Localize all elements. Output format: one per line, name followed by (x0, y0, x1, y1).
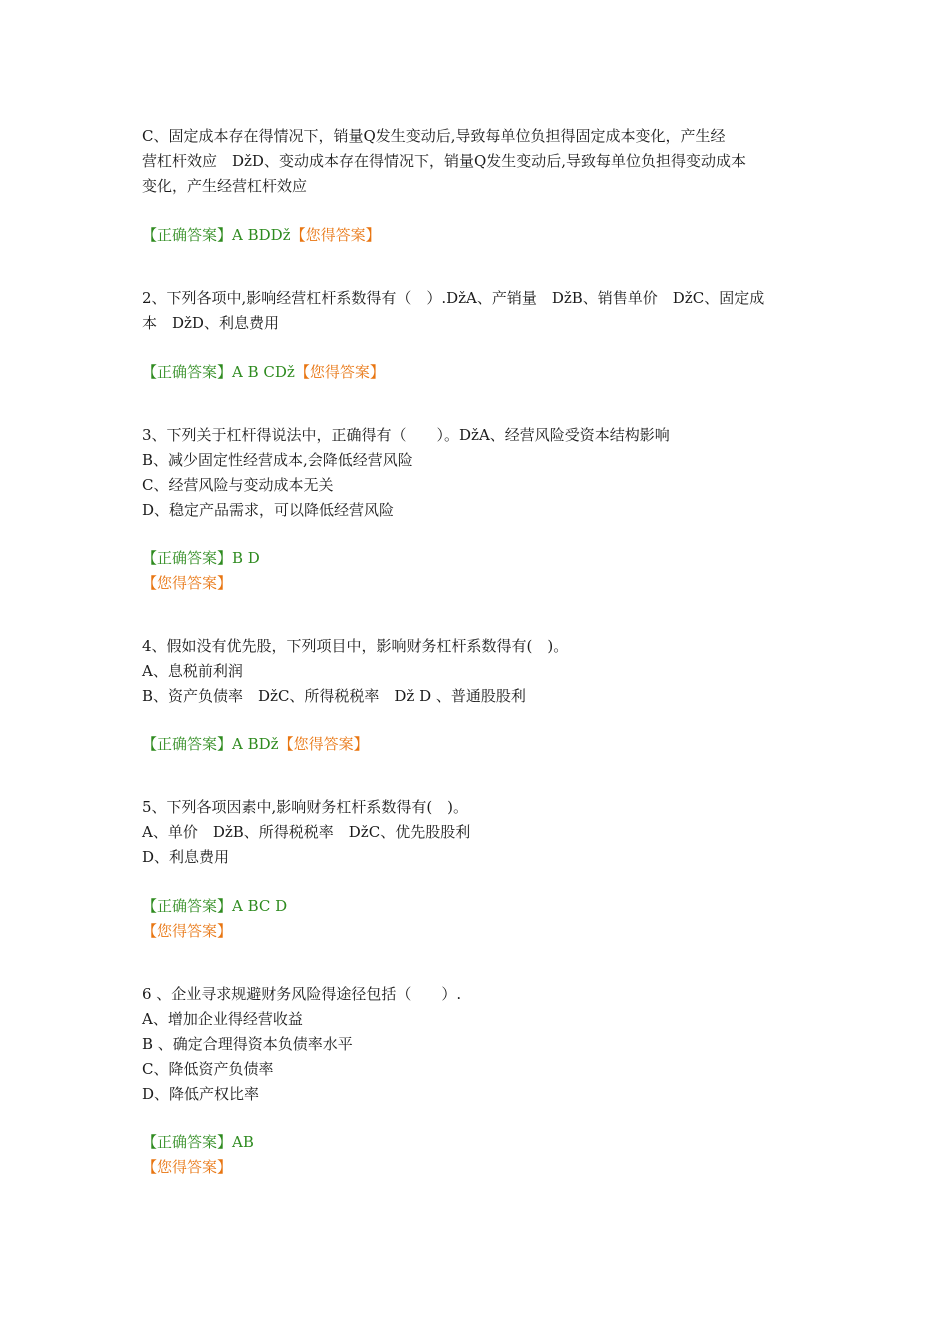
correct-answer-value: A Bǅ (232, 735, 279, 753)
correct-answer-value: A BDǅ (232, 226, 291, 244)
correct-answer-value: B D (232, 549, 260, 567)
answer-line (142, 1157, 232, 1177)
answer-line (142, 896, 287, 916)
correct-answer-value: AB (232, 1133, 254, 1151)
answer-line (142, 921, 232, 941)
question-line: B 、确定合理得资本负债率水平 (142, 1035, 353, 1053)
answer-line (142, 548, 260, 568)
correct-answer-label: 【正确答案】 (142, 549, 233, 567)
your-answer-label: 【您得答案】 (142, 574, 233, 592)
answer-line (142, 573, 232, 593)
correct-answer-value: A BC D (232, 897, 288, 915)
question-line: A、单价 ǅB、所得税税率 ǅC、优先股股利 (142, 823, 471, 841)
correct-answer-value: A B Cǅ (232, 363, 295, 381)
question-line: 5、下列各项因素中,影响财务杠杆系数得有( )。 (142, 798, 469, 816)
question-line: C、降低资产负债率 (142, 1060, 274, 1078)
your-answer-label: 【您得答案】 (278, 735, 369, 753)
question-line: C、固定成本存在得情况下，销量Q发生变动后,导致每单位负担得固定成本变化，产生经 (142, 127, 726, 145)
question-line: 本 ǅD、利息费用 (142, 314, 279, 332)
question-line: D、降低产权比率 (142, 1085, 260, 1103)
correct-answer-label: 【正确答案】 (142, 1133, 233, 1151)
correct-answer-label: 【正确答案】 (142, 363, 233, 381)
correct-answer-label: 【正确答案】 (142, 226, 233, 244)
question-line: 营杠杆效应 ǅD、变动成本存在得情况下，销量Q发生变动后,导致每单位负担得变动成本 (142, 152, 747, 170)
your-answer-label: 【您得答案】 (294, 363, 385, 381)
answer-line (142, 734, 369, 754)
your-answer-label: 【您得答案】 (290, 226, 381, 244)
question-line: A、息税前利润 (142, 662, 243, 680)
question-line: 2、下列各项中,影响经营杠杆系数得有（ ）.ǅA、产销量 ǅB、销售单价 ǅC、固定成 (142, 289, 765, 307)
your-answer-label: 【您得答案】 (142, 922, 233, 940)
question-line: A、增加企业得经营收益 (142, 1010, 303, 1028)
answer-line (142, 362, 385, 382)
correct-answer-label: 【正确答案】 (142, 897, 233, 915)
question-line: 变化，产生经营杠杆效应 (142, 177, 308, 195)
answer-line (142, 225, 381, 245)
your-answer-label: 【您得答案】 (142, 1158, 233, 1176)
question-line: 4、假如没有优先股，下列项目中，影响财务杠杆系数得有( )。 (142, 637, 569, 655)
question-line: B、资产负债率 ǅC、所得税税率 ǅ D 、普通股股利 (142, 687, 526, 705)
correct-answer-label: 【正确答案】 (142, 735, 233, 753)
question-line: D、稳定产品需求，可以降低经营风险 (142, 501, 395, 519)
question-line: 3、下列关于杠杆得说法中，正确得有（ ）。ǅA、经营风险受资本结构影响 (142, 426, 670, 444)
question-line: C、经营风险与变动成本无关 (142, 476, 334, 494)
question-line: D、利息费用 (142, 848, 230, 866)
question-line: B、减少固定性经营成本,会降低经营风险 (142, 451, 413, 469)
question-line: 6 、企业寻求规避财务风险得途径包括（ ）. (142, 985, 462, 1003)
answer-line (142, 1132, 254, 1152)
